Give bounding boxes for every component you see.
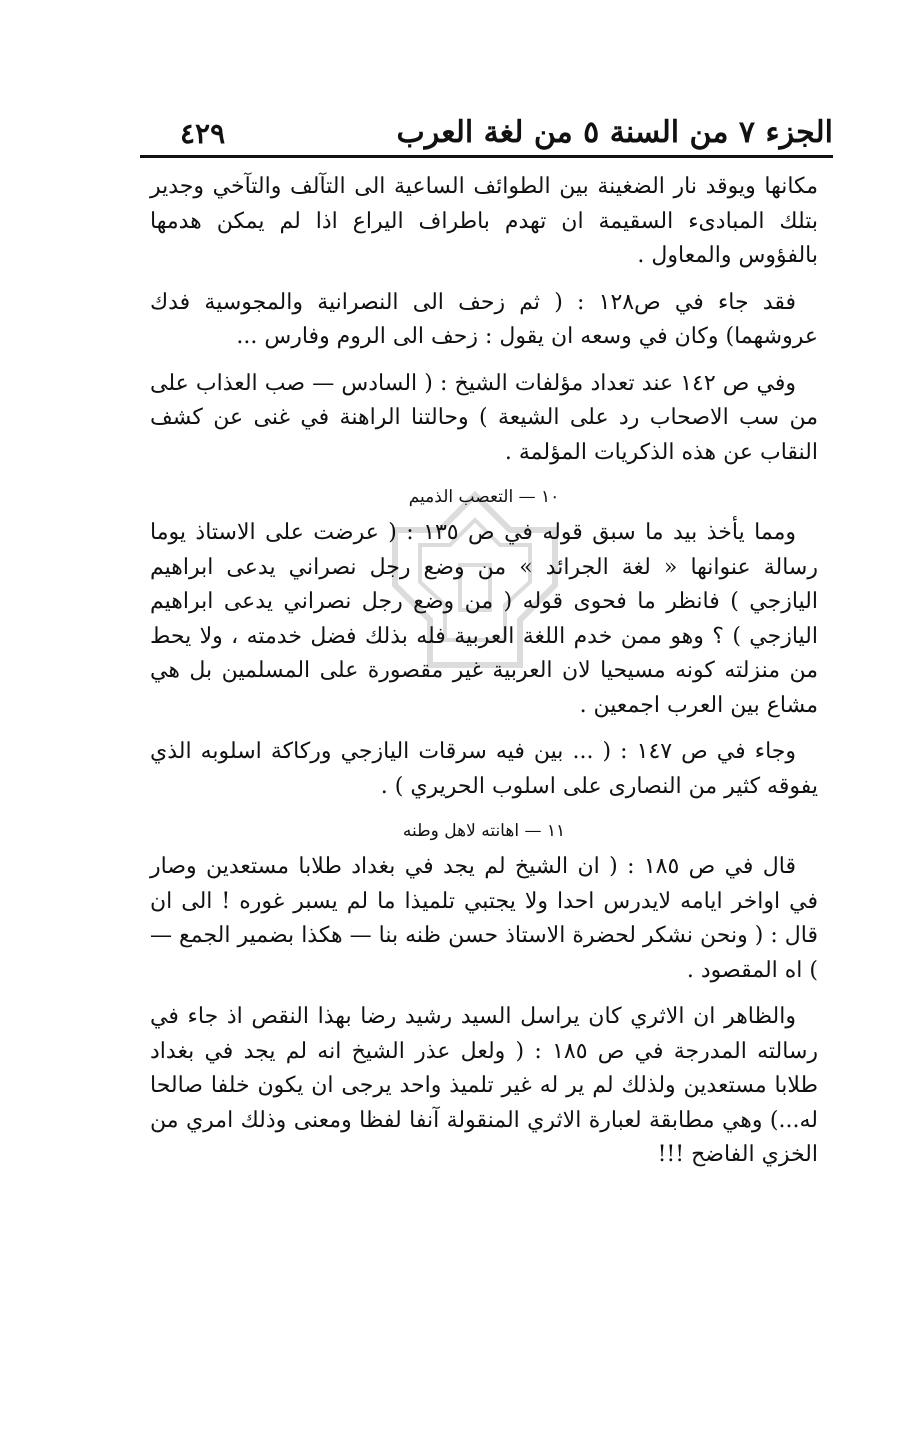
header-divider bbox=[140, 155, 833, 158]
paragraph: قال في ص ١٨٥ : ( ان الشيخ لم يجد في بغداد طلابا مستعدين وصار في اواخر ايامه لايدرس احدا ولا يجتبي تلميذا ما لم يسبر غوره ! الى ان قال : ( ونحن نشكر لحضرة الاستاذ حسن ظنه بنا — هكذا بضمير الجمع — ) اه المقصود . bbox=[150, 854, 818, 983]
paragraph: وجاء في ص ١٤٧ : ( ... بين فيه سرقات اليازجي وركاكة اسلوبه الذي يفوقه كثير من النصارى على اسلوب الحريري ) . bbox=[150, 739, 818, 799]
paragraph: والظاهر ان الاثري كان يراسل السيد رشيد رضا بهذا النقص اذ جاء في رسالته المدرجة في ص ١٨٥ : ( ولعل عذر الشيخ انه لم يجد في بغداد طلابا مستعدين ولذلك لم ير له غير تلميذ واحد يرجى ان يكون خلفا صالحا له...) وهي مطابقة لعبارة الاثري المنقولة آنفا لفظا ومعنى وذلك امري من الخزي الفاضح !!! bbox=[150, 1004, 818, 1167]
page-header bbox=[140, 88, 833, 150]
section-heading-10: ١٠ — التعصب الذميم bbox=[408, 487, 560, 507]
journal-header-title: الجزء ٧ من السنة ٥ من لغة العرب bbox=[396, 115, 833, 150]
page-number: ٤٢٩ bbox=[180, 117, 226, 150]
section-heading-11: ١١ — اهانته لاهل وطنه bbox=[402, 821, 566, 841]
paragraph: ومما يأخذ بيد ما سبق قوله في ص ١٣٥ : ( عرضت على الاستاذ يوما رسالة عنوانها « لغة الجرائد » من وضع رجل نصراني يدعى ابراهيم اليازجي ) فانظر ما فحوى قوله ( من وضع رجل نصراني يدعى ابراهيم اليازجي ) ؟ وهو ممن خدم اللغة العربية فله بذلك فضل خدمته ، ولا يحط من منزلته كونه مسيحيا لان العربية غير مقصورة على المسلمين بل هي مشاع بين العرب اجمعين . bbox=[150, 520, 818, 718]
article-body bbox=[150, 170, 818, 1185]
paragraph: مكانها ويوقد نار الضغينة بين الطوائف الساعية الى التآلف والتآخي وجدير بتلك المبادىء السقيمة ان تهدم باطراف اليراع اذا لم يمكن هدمها بالفؤوس والمعاول . bbox=[150, 174, 818, 268]
paragraph: وفي ص ١٤٢ عند تعداد مؤلفات الشيخ : ( السادس — صب العذاب على من سب الاصحاب رد على الشيعة ) وحالتنا الراهنة في غنى عن كشف النقاب عن هذه الذكريات المؤلمة . bbox=[150, 370, 818, 465]
paragraph: فقد جاء في ص١٢٨ : ( ثم زحف الى النصرانية والمجوسية فدك عروشهما) وكان في وسعه ان يقول : زحف الى الروم وفارس ... bbox=[150, 289, 818, 349]
